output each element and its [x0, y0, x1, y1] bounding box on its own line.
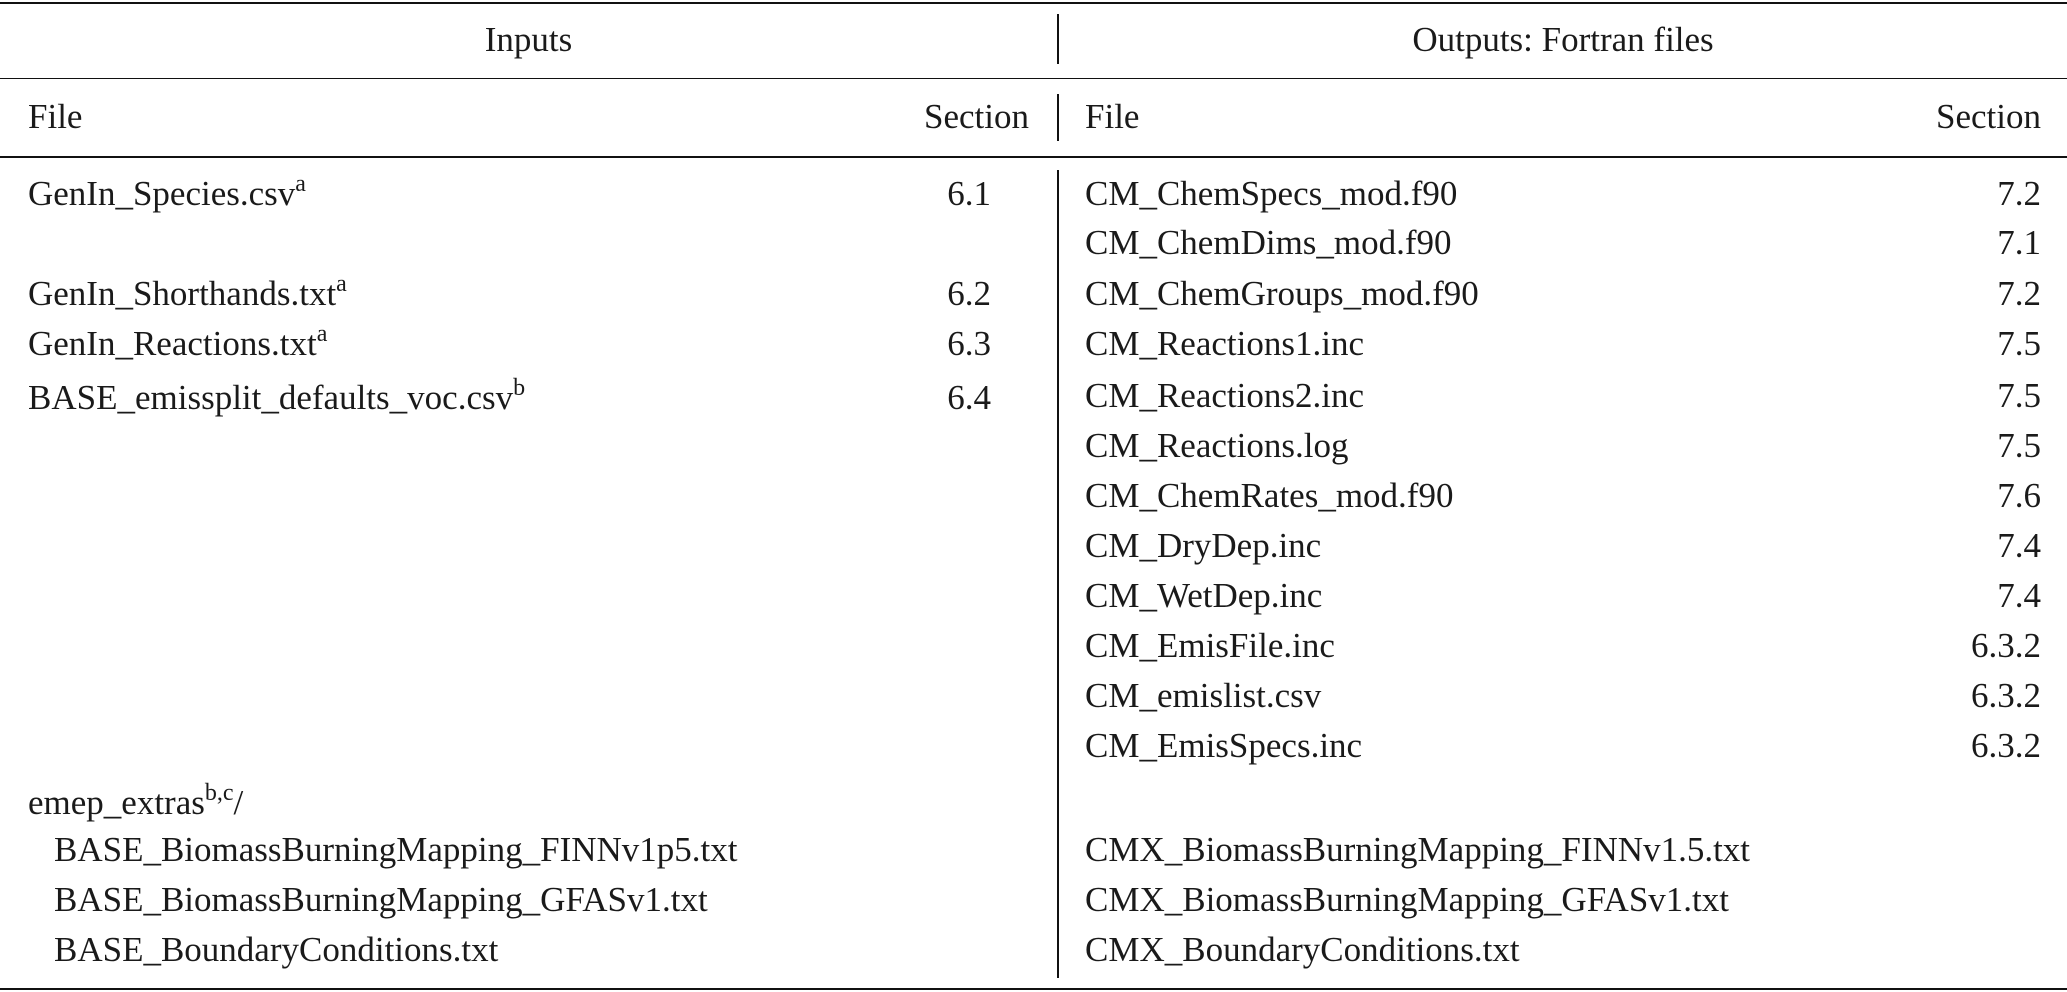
- output-section: 7.6: [1997, 476, 2041, 515]
- output-file: CM_EmisSpecs.inc: [1085, 726, 1363, 765]
- input-section: 6.1: [947, 174, 991, 213]
- input-file: GenIn_Shorthands.txt$^a$: [28, 271, 347, 313]
- footnote-marker: b: [513, 375, 526, 401]
- output-section: 7.4: [1997, 526, 2041, 565]
- output-section: 7.5: [1997, 324, 2041, 363]
- extras-output-file: CMX_BiomassBurningMapping_GFASv1.txt: [1085, 880, 1729, 919]
- input-section: 6.2: [947, 274, 991, 313]
- output-file: CM_EmisFile.inc: [1085, 626, 1335, 665]
- extras-folder: emep_extras$^{b,c}$/: [28, 780, 244, 822]
- header-rule: [0, 78, 2067, 79]
- output-file: CM_Reactions2.inc: [1085, 376, 1364, 415]
- inputs-file-header: File: [28, 97, 83, 136]
- output-file: CM_ChemSpecs_mod.f90: [1085, 174, 1458, 213]
- footnote-marker: a: [336, 271, 347, 297]
- output-section: 7.1: [1997, 223, 2041, 262]
- extras-input-file: BASE_BiomassBurningMapping_GFASv1.txt: [54, 880, 708, 919]
- input-file: GenIn_Reactions.txt$^a$: [28, 321, 328, 363]
- outputs-heading: Outputs: Fortran files: [1412, 20, 1714, 59]
- input-file: BASE_emissplit_defaults_voc.csv$^b$: [28, 375, 526, 417]
- output-file: CM_DryDep.inc: [1085, 526, 1322, 565]
- body-divider: [1057, 170, 1059, 978]
- subheader-rule: [0, 156, 2067, 158]
- output-section: 7.2: [1997, 174, 2041, 213]
- output-section: 6.3.2: [1971, 626, 2041, 665]
- output-section: 6.3.2: [1971, 726, 2041, 765]
- output-file: CM_ChemGroups_mod.f90: [1085, 274, 1479, 313]
- output-file: CM_WetDep.inc: [1085, 576, 1323, 615]
- input-section: 6.3: [947, 324, 991, 363]
- output-file: CM_Reactions.log: [1085, 426, 1349, 465]
- extras-output-file: CMX_BoundaryConditions.txt: [1085, 930, 1520, 969]
- bottom-rule: [0, 988, 2067, 990]
- output-file: CM_ChemDims_mod.f90: [1085, 223, 1452, 262]
- output-section: 7.5: [1997, 426, 2041, 465]
- input-section: 6.4: [947, 378, 991, 417]
- output-section: 7.4: [1997, 576, 2041, 615]
- subheader-divider: [1057, 94, 1059, 141]
- top-rule: [0, 2, 2067, 4]
- footnote-marker: b,c: [204, 780, 234, 806]
- extras-output-file: CMX_BiomassBurningMapping_FINNv1.5.txt: [1085, 830, 1751, 869]
- outputs-file-header: File: [1085, 97, 1140, 136]
- extras-input-file: BASE_BoundaryConditions.txt: [54, 930, 499, 969]
- input-file: GenIn_Species.csv$^a$: [28, 171, 306, 213]
- inputs-heading: Inputs: [484, 20, 573, 59]
- output-section: 6.3.2: [1971, 676, 2041, 715]
- output-section: 7.2: [1997, 274, 2041, 313]
- footnote-marker: a: [295, 171, 306, 197]
- output-file: CM_Reactions1.inc: [1085, 324, 1364, 363]
- extras-input-file: BASE_BiomassBurningMapping_FINNv1p5.txt: [54, 830, 738, 869]
- output-file: CM_emislist.csv: [1085, 676, 1322, 715]
- outputs-section-header: Section: [1936, 97, 2041, 136]
- inputs-section-header: Section: [924, 97, 1029, 136]
- footnote-marker: a: [316, 321, 328, 347]
- output-file: CM_ChemRates_mod.f90: [1085, 476, 1454, 515]
- output-section: 7.5: [1997, 376, 2041, 415]
